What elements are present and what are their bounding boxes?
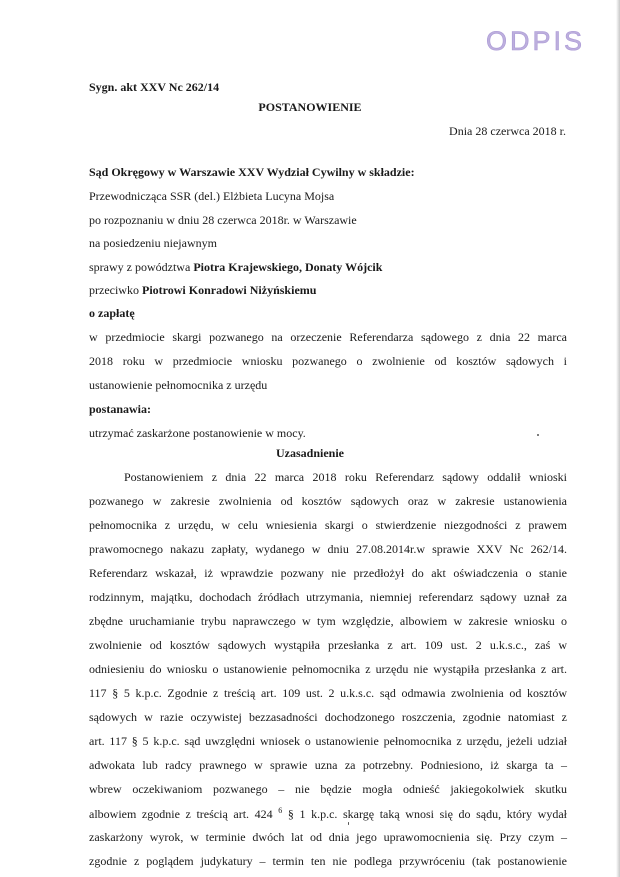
justification-line: zbędne uruchamianie trybu naprawczego w tym względzie, albowiem w zakresie wniosku o	[89, 614, 567, 628]
document-title: POSTANOWIENIE	[258, 100, 362, 114]
justification-line-art-424	[89, 806, 567, 822]
defendant-line	[89, 283, 316, 298]
case-parties-line	[89, 260, 382, 275]
justification-line: rodzinnym, majątku, dochodach źródłach utrzymania, niemniej referendarz sądowy uznał za	[89, 590, 567, 604]
justification-line: pozwanego w zakresie zwolnienia od kosztów sądowych oraz w zakresie ustanowienia	[89, 494, 567, 508]
justification-line: Postanowieniem z dnia 22 marca 2018 roku Referendarz sądowy oddalił wnioski	[124, 470, 567, 484]
subject-line: 2018 roku w przedmiocie wniosku pozwanego o zwolnienie od kosztów sądowych i	[89, 354, 567, 368]
decides-heading: postanawia:	[89, 402, 152, 416]
against-prefix: przeciwko	[89, 283, 142, 297]
justification-line: pełnomocnika z urzędu, w celu wniesienia skargi o stwierdzenie niezgodności z prawem	[89, 518, 567, 532]
claim-subject: o zapłatę	[89, 306, 135, 320]
art-424-superscript: 6	[278, 806, 283, 815]
justification-line: Referendarz wskazał, iż wprawdzie pozwany nie przedłożył do akt oświadczenia o stanie	[89, 566, 567, 580]
case-signature: Sygn. akt XXV Nc 262/14	[89, 80, 220, 94]
art-424-text-b: § 1 k.p.c. skargę taką wnosi się do sądu, który wydał	[282, 807, 567, 821]
plaintiffs: Piotra Krajewskiego, Donaty Wójcik	[193, 260, 383, 274]
odpis-stamp: ODPIS	[486, 26, 586, 56]
justification-line: art. 117 § 5 k.p.c. sąd uwzględni wniosek o ustanowienie pełnomocnika z urzędu, jeżeli udział	[89, 734, 567, 748]
justification-line: zaskarżony wyrok, w terminie dwóch lat od dnia jego uprawomocnienia się. Przy czym –	[89, 830, 567, 844]
defendant: Piotrowi Konradowi Niżyńskiemu	[141, 283, 317, 297]
justification-line: sądowych w razie oczywistej bezzasadności dochodzonego roszczenia, zgodnie natomiast z	[89, 710, 567, 724]
art-424-text-a: albowiem zgodnie z treścią art. 424	[89, 807, 279, 821]
justification-line: prawomocnego nakazu zapłaty, wydanego w dniu 27.08.2014r.w sprawie XXV Nc 262/14.	[89, 542, 567, 556]
justification-line: zwolnienie od kosztów sądowych wystąpiła przesłanka z art. 109 ust. 2 u.k.s.c., zaś w	[89, 638, 567, 652]
court-chair: Przewodnicząca SSR (del.) Elżbieta Lucyna Mojsa	[89, 189, 335, 203]
case-prefix: sprawy z powództwa	[89, 260, 194, 274]
scan-edge	[616, 0, 620, 877]
justification-title: Uzasadnienie	[275, 446, 344, 460]
session-info: na posiedzeniu niejawnym	[89, 236, 217, 250]
justification-line: 117 § 5 k.p.c. Zgodnie z treścią art. 109 ust. 2 u.k.s.c. sąd odmawia zwolnienia od kosztów	[89, 686, 567, 700]
justification-line: odniesieniu do wniosku o ustanowienie pełnomocnika z urzędu nie wystąpiła przesłanka z art.	[89, 662, 567, 676]
document-date: Dnia 28 czerwca 2018 r.	[449, 124, 566, 138]
scan-speck	[537, 434, 539, 436]
justification-line: zgodnie z poglądem judykatury – termin ten nie podlega przywróceniu (tak postanowienie	[89, 854, 567, 868]
scan-speck	[348, 822, 349, 825]
hearing-info: po rozpoznaniu w dniu 28 czerwca 2018r. w Warszawie	[89, 213, 357, 227]
justification-line: wbrew oczekiwaniom pozwanego – nie będzie mogła odnieść jakiegokolwiek skutku	[89, 782, 567, 796]
ruling-text: utrzymać zaskarżone postanowienie w mocy.	[89, 426, 306, 440]
justification-line: adwokata lub radcy prawnego w sprawie uzna za potrzebny. Podniesiono, iż skarga ta –	[89, 758, 567, 772]
subject-line: ustanowienie pełnomocnika z urzędu	[89, 378, 268, 392]
court-composition: Sąd Okręgowy w Warszawie XXV Wydział Cywilny w składzie:	[89, 165, 415, 179]
subject-line: w przedmiocie skargi pozwanego na orzeczenie Referendarza sądowego z dnia 22 marca	[89, 330, 567, 344]
